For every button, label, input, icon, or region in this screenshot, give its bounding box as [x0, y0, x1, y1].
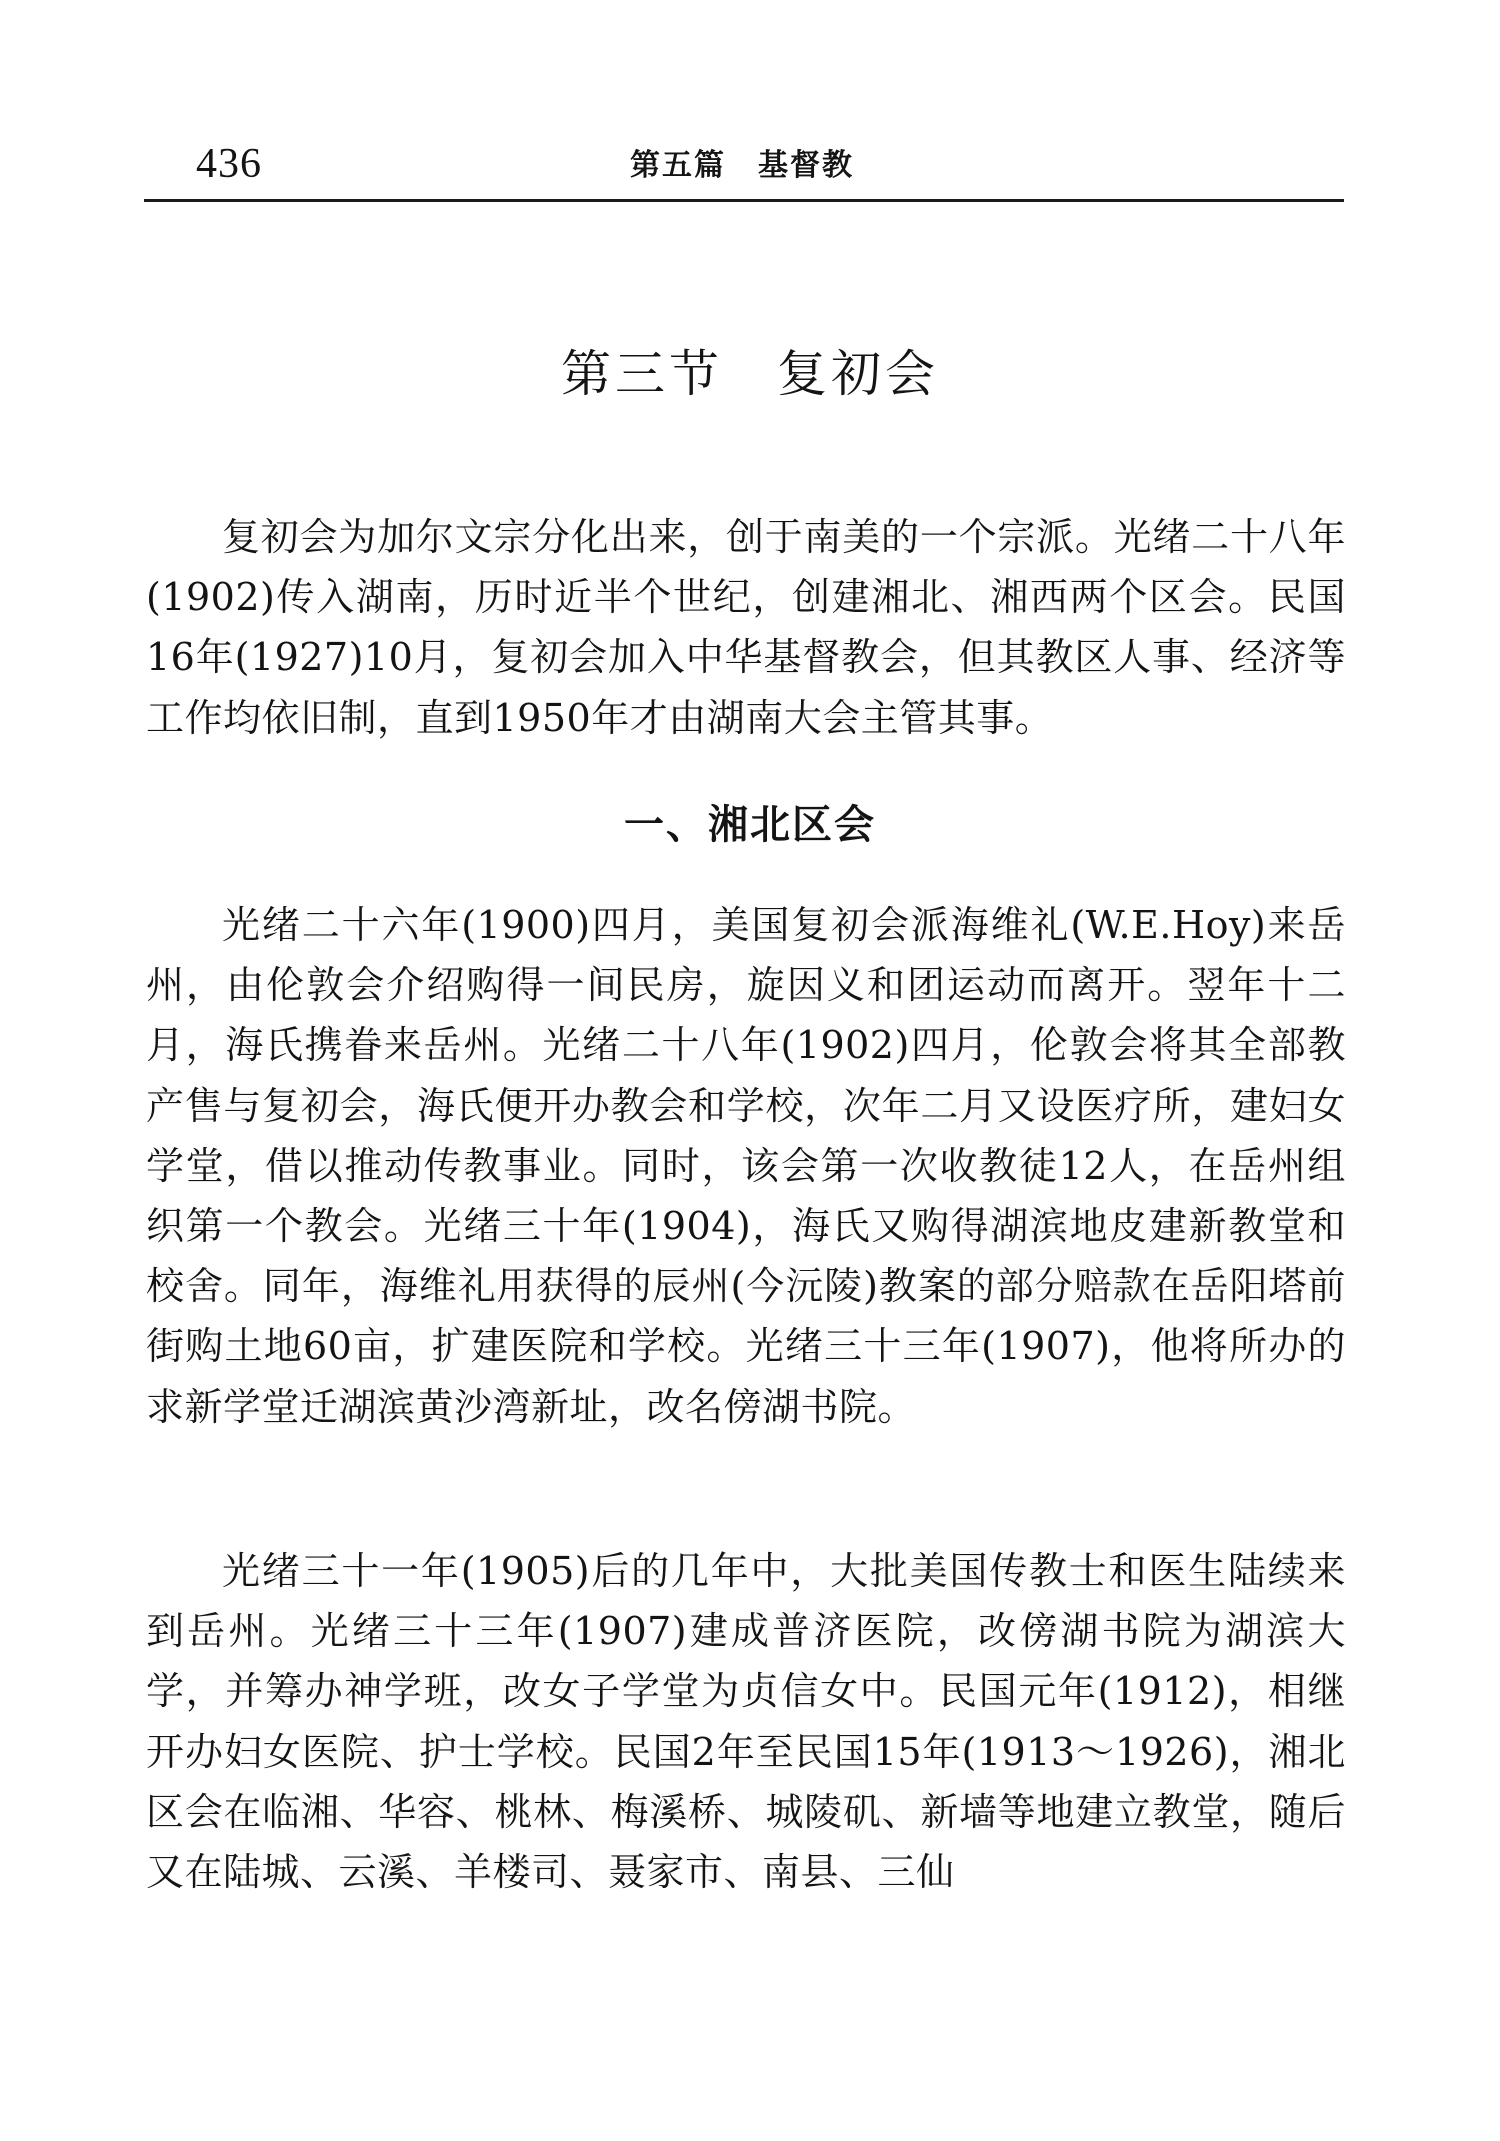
- running-title: 第五篇 基督教: [630, 148, 854, 183]
- page-number: 436: [196, 141, 262, 187]
- section-title: 第三节 复初会: [561, 345, 939, 403]
- intro-paragraph: 复初会为加尔文宗分化出来，创于南美的一个宗派。光绪二十八年(1902)传入湖南，历时近半个世纪，创建湘北、湘西两个区会。民国16年(1927)10月，复初会加入中华基督教会，但其教区人事、经济等工作均依旧制，直到1950年才由湖南大会主管其事。: [146, 515, 1346, 740]
- subsection-title: 一、湘北区会: [624, 802, 876, 848]
- running-header: [144, 132, 1344, 192]
- body-paragraph-2: 光绪三十一年(1905)后的几年中，大批美国传教士和医生陆续来到岳州。光绪三十三年(1907)建成普济医院，改傍湖书院为湖滨大学，并筹办神学班，改女子学堂为贞信女中。民国元年(1912)，相继开办妇女医院、护士学校。民国2年至民国15年(1913～1926)，湘北区会在临湘、华容、桃林、梅溪桥、城陵矶、新墙等地建立教堂，随后又在陆城、云溪、羊楼司、聂家市、南县、三仙: [146, 1549, 1346, 1895]
- header-rule: [144, 199, 1344, 202]
- body-paragraph-1: 光绪二十六年(1900)四月，美国复初会派海维礼(W.E.Hoy)来岳州，由伦敦会介绍购得一间民房，旋因义和团运动而离开。翌年十二月，海氏携眷来岳州。光绪二十八年(1902)四月，伦敦会将其全部教产售与复初会，海氏便开办教会和学校，次年二月又设医疗所，建妇女学堂，借以推动传教事业。同时，该会第一次收教徒12人，在岳州组织第一个教会。光绪三十年(1904)，海氏又购得湖滨地皮建新教堂和校舍。同年，海维礼用获得的辰州(今沅陵)教案的部分赔款在岳阳塔前街购土地60亩，扩建医院和学校。光绪三十三年(1907)，他将所办的求新学堂迁湖滨黄沙湾新址，改名傍湖书院。: [146, 903, 1346, 1429]
